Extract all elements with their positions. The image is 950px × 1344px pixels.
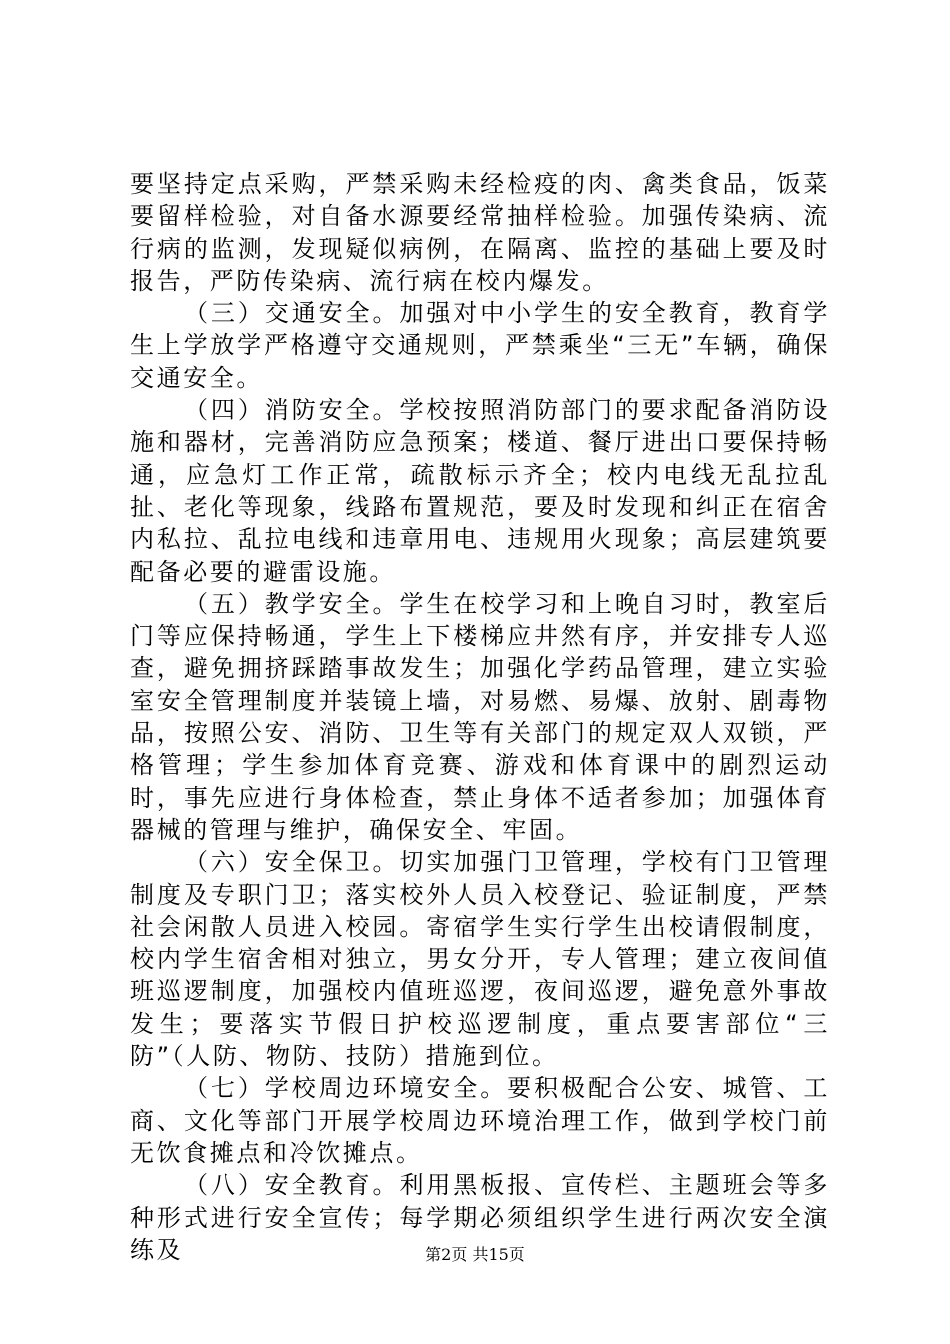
paragraph-surrounding-environment: （七）学校周边环境安全。要积极配合公安、城管、工商、文化等部门开展学校周边环境治理工作，做到学校门前无饮食摊点和冷饮摊点。 bbox=[130, 1074, 830, 1167]
paragraph-security-guard: （六）安全保卫。切实加强门卫管理，学校有门卫管理制度及专职门卫；落实校外人员入校登记、验证制度，严禁社会闲散人员进入校园。寄宿学生实行学生出校请假制度，校内学生宿舍相对独立，男女分开，专人管理；建立夜间值班巡逻制度，加强校内值班巡逻，夜间巡逻，避免意外事故发生；要落实节假日护校巡逻制度，重点要害部位“三防”（人防、物防、技防）措施到位。 bbox=[130, 848, 830, 1071]
document-body bbox=[130, 168, 830, 1266]
paragraph-continuation: 要坚持定点采购，严禁采购未经检疫的肉、禽类食品，饭菜要留样检验，对自备水源要经常抽样检验。加强传染病、流行病的监测，发现疑似病例，在隔离、监控的基础上要及时报告，严防传染病、流行病在校内爆发。 bbox=[130, 170, 830, 295]
paragraph-teaching-safety: （五）教学安全。学生在校学习和上晚自习时，教室后门等应保持畅通，学生上下楼梯应井然有序，并安排专人巡查，避免拥挤踩踏事故发生；加强化学药品管理，建立实验室安全管理制度并装镜上墙，对易燃、易爆、放射、剧毒物品，按照公安、消防、卫生等有关部门的规定双人双锁，严格管理；学生参加体育竞赛、游戏和体育课中的剧烈运动时，事先应进行身体检查，禁止身体不适者参加；加强体育器械的管理与维护，确保安全、牢固。 bbox=[130, 589, 830, 844]
paragraph-safety-education: （八）安全教育。利用黑板报、宣传栏、主题班会等多种形式进行安全宣传；每学期必须组织学生进行两次安全演练及 bbox=[130, 1171, 830, 1264]
paragraph-traffic-safety: （三）交通安全。加强对中小学生的安全教育，教育学生上学放学严格遵守交通规则，严禁乘坐“三无”车辆，确保交通安全。 bbox=[130, 299, 830, 392]
page-number-footer: 第2页 共15页 bbox=[425, 1245, 525, 1264]
paragraph-fire-safety: （四）消防安全。学校按照消防部门的要求配备消防设施和器材，完善消防应急预案；楼道、餐厅进出口要保持畅通，应急灯工作正常，疏散标示齐全；校内电线无乱拉乱扯、老化等现象，线路布置规范，要及时发现和纠正在宿舍内私拉、乱拉电线和违章用电、违规用火现象；高层建筑要配备必要的避雷设施。 bbox=[130, 396, 830, 586]
